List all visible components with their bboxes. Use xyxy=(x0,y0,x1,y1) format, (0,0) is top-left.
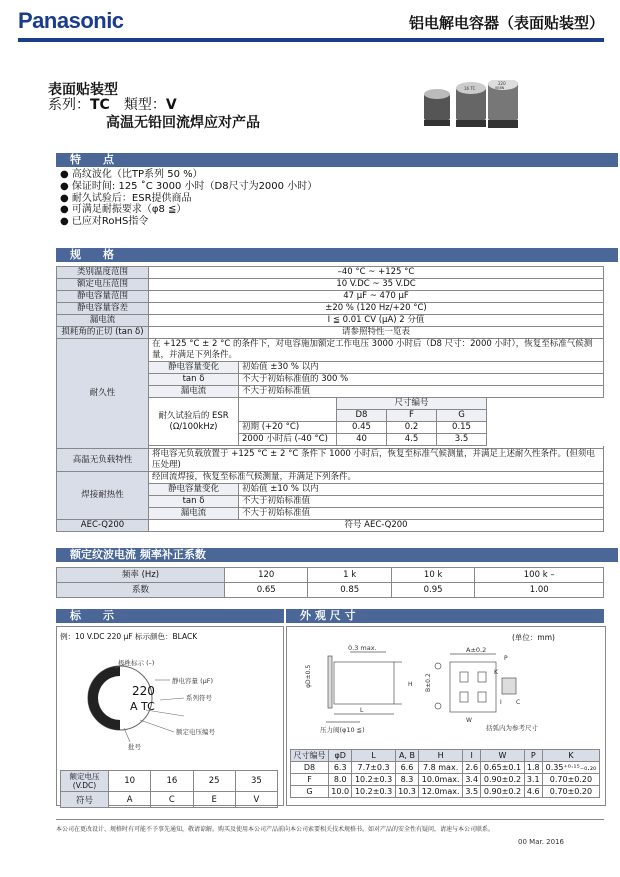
callout-lot: 批号 xyxy=(128,743,141,751)
callout-capacitance: 静电容量 (µF) xyxy=(172,677,214,685)
list-item: ● 保证时间: 125 ˚C 3000 小时（D8尺寸为2000 小时） xyxy=(60,180,318,192)
header-rule xyxy=(18,38,604,42)
dim-label: W xyxy=(466,717,472,724)
table-row: 耐久性 在 +125 °C ± 2 °C 的条件下，对电容施加额定工作电压 3000 小时后（D8 尺寸：2000 小时），恢复至标准气候测量，并满足下列条件。 xyxy=(57,339,604,362)
specs-heading: 规 格 xyxy=(56,248,618,262)
table-row: 频率 (Hz) 120 1 k 10 k 100 k – xyxy=(57,568,604,583)
capacitor-side-view xyxy=(334,662,394,704)
dimension-table xyxy=(290,749,600,798)
list-item: ● 已应对RoHS指令 xyxy=(60,216,149,228)
table-row: 耐久试验后的 ESR (Ω/100kHz) 尺寸编号 xyxy=(57,398,604,410)
dim-label: φD±0.5 xyxy=(305,664,312,688)
series-line xyxy=(48,94,177,114)
table-row: D8 6.3 7.7±0.3 6.6 7.8 max. 2.6 0.65±0.1 1.8 0.35⁺⁰·¹⁵₋₀.₂₀ xyxy=(291,762,600,774)
table-row: AEC-Q200 符号 AEC-Q200 xyxy=(57,520,604,532)
dim-label: P xyxy=(504,655,508,662)
table-row: 漏电流 不大于初始标准值 xyxy=(57,508,604,520)
product-subtitle: 高温无铅回流焊应对产品 xyxy=(106,115,260,131)
table-row: tan δ 不大于初始标准值的 300 % xyxy=(57,374,604,386)
list-item: ● 可满足耐振要求（φ8 ≦） xyxy=(60,204,187,216)
product-type: 表面贴装型 xyxy=(48,82,118,98)
table-row: 静电容量范围 47 µF ~ 470 µF xyxy=(57,291,604,303)
note-reference: 括弧内为参考尺寸 xyxy=(486,724,538,732)
table-row: 焊接耐热性 经回流焊接，恢复至标准气候测量，并满足下列条件。 xyxy=(57,472,604,484)
appearance-heading: 外 观 尺 寸 xyxy=(286,609,604,623)
table-row: 静电容量变化 初始值 ±10 % 以内 xyxy=(57,484,604,496)
dim-label: B±0.2 xyxy=(425,673,432,692)
footer-rule xyxy=(56,819,604,820)
series-prefix: 系列： xyxy=(48,97,90,113)
marking-example: 例：10 V.DC 220 µF 标示颜色：BLACK xyxy=(60,632,198,641)
list-item: ● 耐久试验后：ESR提供商品 xyxy=(60,192,192,204)
footer-notice: 本公司在更改设计、规格时有可能不予事先通知，敬请谅解。购买及使用本公司产品前向本公司索要相关技术规格书。如对产品的安全性有疑问，请速与本公司联系。 xyxy=(56,826,495,833)
table-row: 漏电流 不大于初始标准值 xyxy=(57,386,604,398)
callout-series: 系列符号 xyxy=(186,694,212,702)
product-image xyxy=(420,80,520,132)
footer-date: 00 Mar. 2016 xyxy=(518,838,564,846)
table-row: 额定电压 (V.DC) 10 16 25 35 xyxy=(61,771,278,792)
table-row: F 8.0 10.2±0.3 8.3 10.0max. 3.4 0.90±0.2 3.1 0.70±0.20 xyxy=(291,774,600,786)
table-row: 损耗角的正切 (tan δ) 请参照特性一览表 xyxy=(57,327,604,339)
callout-polarity: 极性标示 (–) xyxy=(118,659,155,667)
dim-label: H xyxy=(408,681,413,688)
marking-heading: 标 示 xyxy=(56,609,284,623)
type-prefix: 類型： xyxy=(123,97,166,113)
capacitor-bottom-view xyxy=(450,662,496,712)
table-row: 系数 0.65 0.85 0.95 1.00 xyxy=(57,583,604,598)
table-row: tan δ 不大于初始标准值 xyxy=(57,496,604,508)
brand-logo: Panasonic xyxy=(18,8,124,33)
table-row: 符号 A C E V xyxy=(61,792,278,808)
unit-label: (单位：mm) xyxy=(512,633,555,642)
ripple-table xyxy=(56,567,604,598)
table-row: D8 F G xyxy=(57,410,604,422)
features-heading: 特 点 xyxy=(56,153,618,167)
table-row: G 10.0 10.2±0.3 10.3 12.0max. 3.5 0.90±0.2 4.6 0.70±0.20 xyxy=(291,786,600,798)
document-title: 铝电解电容器（表面贴装型） xyxy=(408,14,604,32)
table-row: 尺寸编号 φD L A, B H I W P K xyxy=(291,750,600,762)
ripple-heading: 额定纹波电流 频率补正系数 xyxy=(56,548,618,562)
code-mark: A TC xyxy=(130,700,155,713)
dim-label: I xyxy=(500,699,502,706)
voltage-code-table xyxy=(60,770,278,808)
capacitor-large xyxy=(488,80,518,128)
note-a: A±0.2 xyxy=(466,646,487,654)
table-row: 2000 小时后 (-40 °C) 40 4.5 3.5 xyxy=(57,434,604,446)
product-image-label: 220 xyxy=(498,81,506,86)
capacitor-small xyxy=(424,89,450,126)
dim-label: L xyxy=(360,707,364,714)
list-item: ● 高纹波化（比TP系列 50 %） xyxy=(60,169,203,180)
table-row: 类别温度范围 –40 °C ~ +125 °C xyxy=(57,267,604,279)
product-image-label: 0E8N xyxy=(495,86,505,90)
table-row: 高温无负载特性 将电容无负载放置于 +125 °C ± 2 °C 条件下 1000 小时后，恢复至标准气候测量，并满足上述耐久性条件。(但须电压处理) xyxy=(57,449,604,472)
capacitance-mark: 220 xyxy=(132,684,155,698)
table-row: 静电容量容差 ±20 % (120 Hz/+20 °C) xyxy=(57,303,604,315)
specs-table xyxy=(56,266,604,532)
note-max: 0.3 max. xyxy=(348,644,377,652)
product-image-label: 16 TC xyxy=(464,86,476,91)
note-pressure-valve: 压力阀(φ10 ≦) xyxy=(320,726,365,734)
dim-label: C xyxy=(516,699,521,706)
callout-voltage: 额定电压编号 xyxy=(176,728,215,736)
table-row: 漏电流 I ≦ 0.01 CV (µA) 2 分值 xyxy=(57,315,604,327)
series-value: TC xyxy=(90,97,110,113)
marking-diagram xyxy=(60,650,280,762)
table-row: 初期 (+20 °C) 0.45 0.2 0.15 xyxy=(57,422,604,434)
features-list xyxy=(60,169,317,228)
table-row: 静电容量变化 初始值 ±30 % 以内 xyxy=(57,362,604,374)
capacitor-medium xyxy=(456,82,486,127)
table-row: 额定电压范围 10 V.DC ~ 35 V.DC xyxy=(57,279,604,291)
dimension-drawing xyxy=(290,644,602,734)
dim-label: K xyxy=(494,669,498,676)
type-value: V xyxy=(165,97,177,113)
